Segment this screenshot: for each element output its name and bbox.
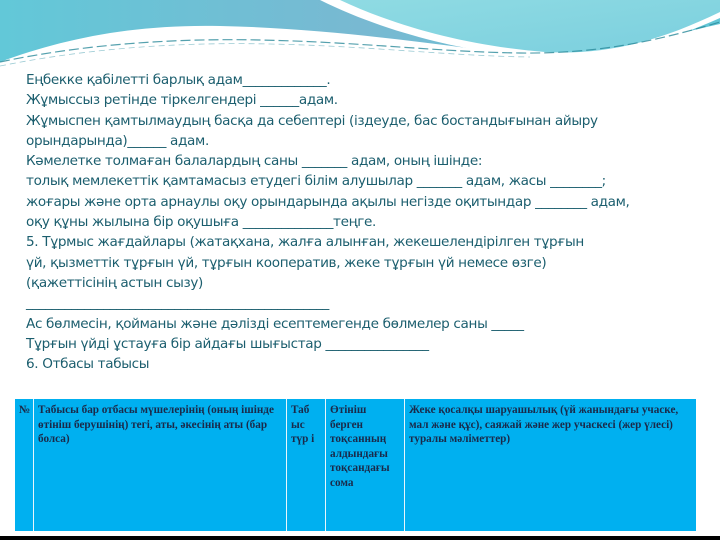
line-other-unemployment-reasons-cont: орындарында)______ адам. bbox=[26, 132, 209, 149]
line-state-supported-students: толық мемлекеттік қамтамасыз етудегі білім алушылар _______ адам, жасы ________; bbox=[26, 173, 606, 190]
section-5-underline-instruction: (қажеттісінің астын сызу) bbox=[26, 274, 203, 291]
section-5-living-conditions: 5. Тұрмыс жағдайлары (жатақхана, жалға алынған, жекешелендірілген тұрғын bbox=[26, 234, 584, 251]
line-room-count: Ас бөлмесін, қойманы және дәлізді есептемегенде бөлмелер саны _____ bbox=[26, 315, 524, 332]
table-header-row bbox=[15, 399, 696, 531]
col-header-member-name: Табысы бар отбасы мүшелерінің (оның ішінде өтініш берушінің) тегі, аты, әкесінің аты (бар болса) bbox=[34, 399, 287, 531]
line-other-unemployment-reasons: Жұмыспен қамтылмаудың басқа да себептері (іздеуде, бас бостандығынан айыру bbox=[26, 112, 598, 129]
bottom-border bbox=[0, 536, 720, 540]
decorative-wave-header bbox=[0, 0, 720, 70]
col-header-number: № bbox=[19, 404, 31, 416]
col-header-quarter-sum: Өтініш берген тоқсанның алдындағы тоқсандағы сома bbox=[326, 399, 405, 531]
line-able-bodied-count: Еңбекке қабілетті барлық адам_____________. bbox=[26, 72, 331, 88]
form-text-block bbox=[26, 70, 706, 374]
line-registered-unemployed: Жұмыссыз ретінде тіркелгендері ______адам. bbox=[26, 92, 338, 109]
line-monthly-housing-expenses: Тұрғын үйді ұстауға бір айдағы шығыстар ________________ bbox=[26, 335, 429, 352]
blank-answer-line: _______________________________________________ bbox=[26, 295, 330, 312]
section-6-family-income: 6. Отбасы табысы bbox=[26, 356, 150, 373]
col-header-income-type: Таб ыс түр і bbox=[287, 399, 326, 531]
line-minors-count: Кәмелетке толмаған балалардың саны _______ адам, оның ішінде: bbox=[26, 153, 483, 170]
col-header-subsidiary-farm: Жеке қосалқы шаруашылық (үй жанындағы учаске, мал және құс), саяжай және жер учаскесі (жер үлесі) туралы мәліметтер) bbox=[405, 399, 697, 531]
section-5-living-conditions-cont: үй, қызметтік тұрғын үй, тұрғын кооператив, жеке тұрғын үй немесе өзге) bbox=[26, 254, 547, 271]
line-tuition-cost: оқу құны жылына бір оқушыға ______________теңге. bbox=[26, 214, 377, 231]
income-table bbox=[15, 399, 696, 531]
line-paid-education-students: жоғары және орта арнаулы оқу орындарында ақылы негізде оқитындар ________ адам, bbox=[26, 193, 630, 210]
